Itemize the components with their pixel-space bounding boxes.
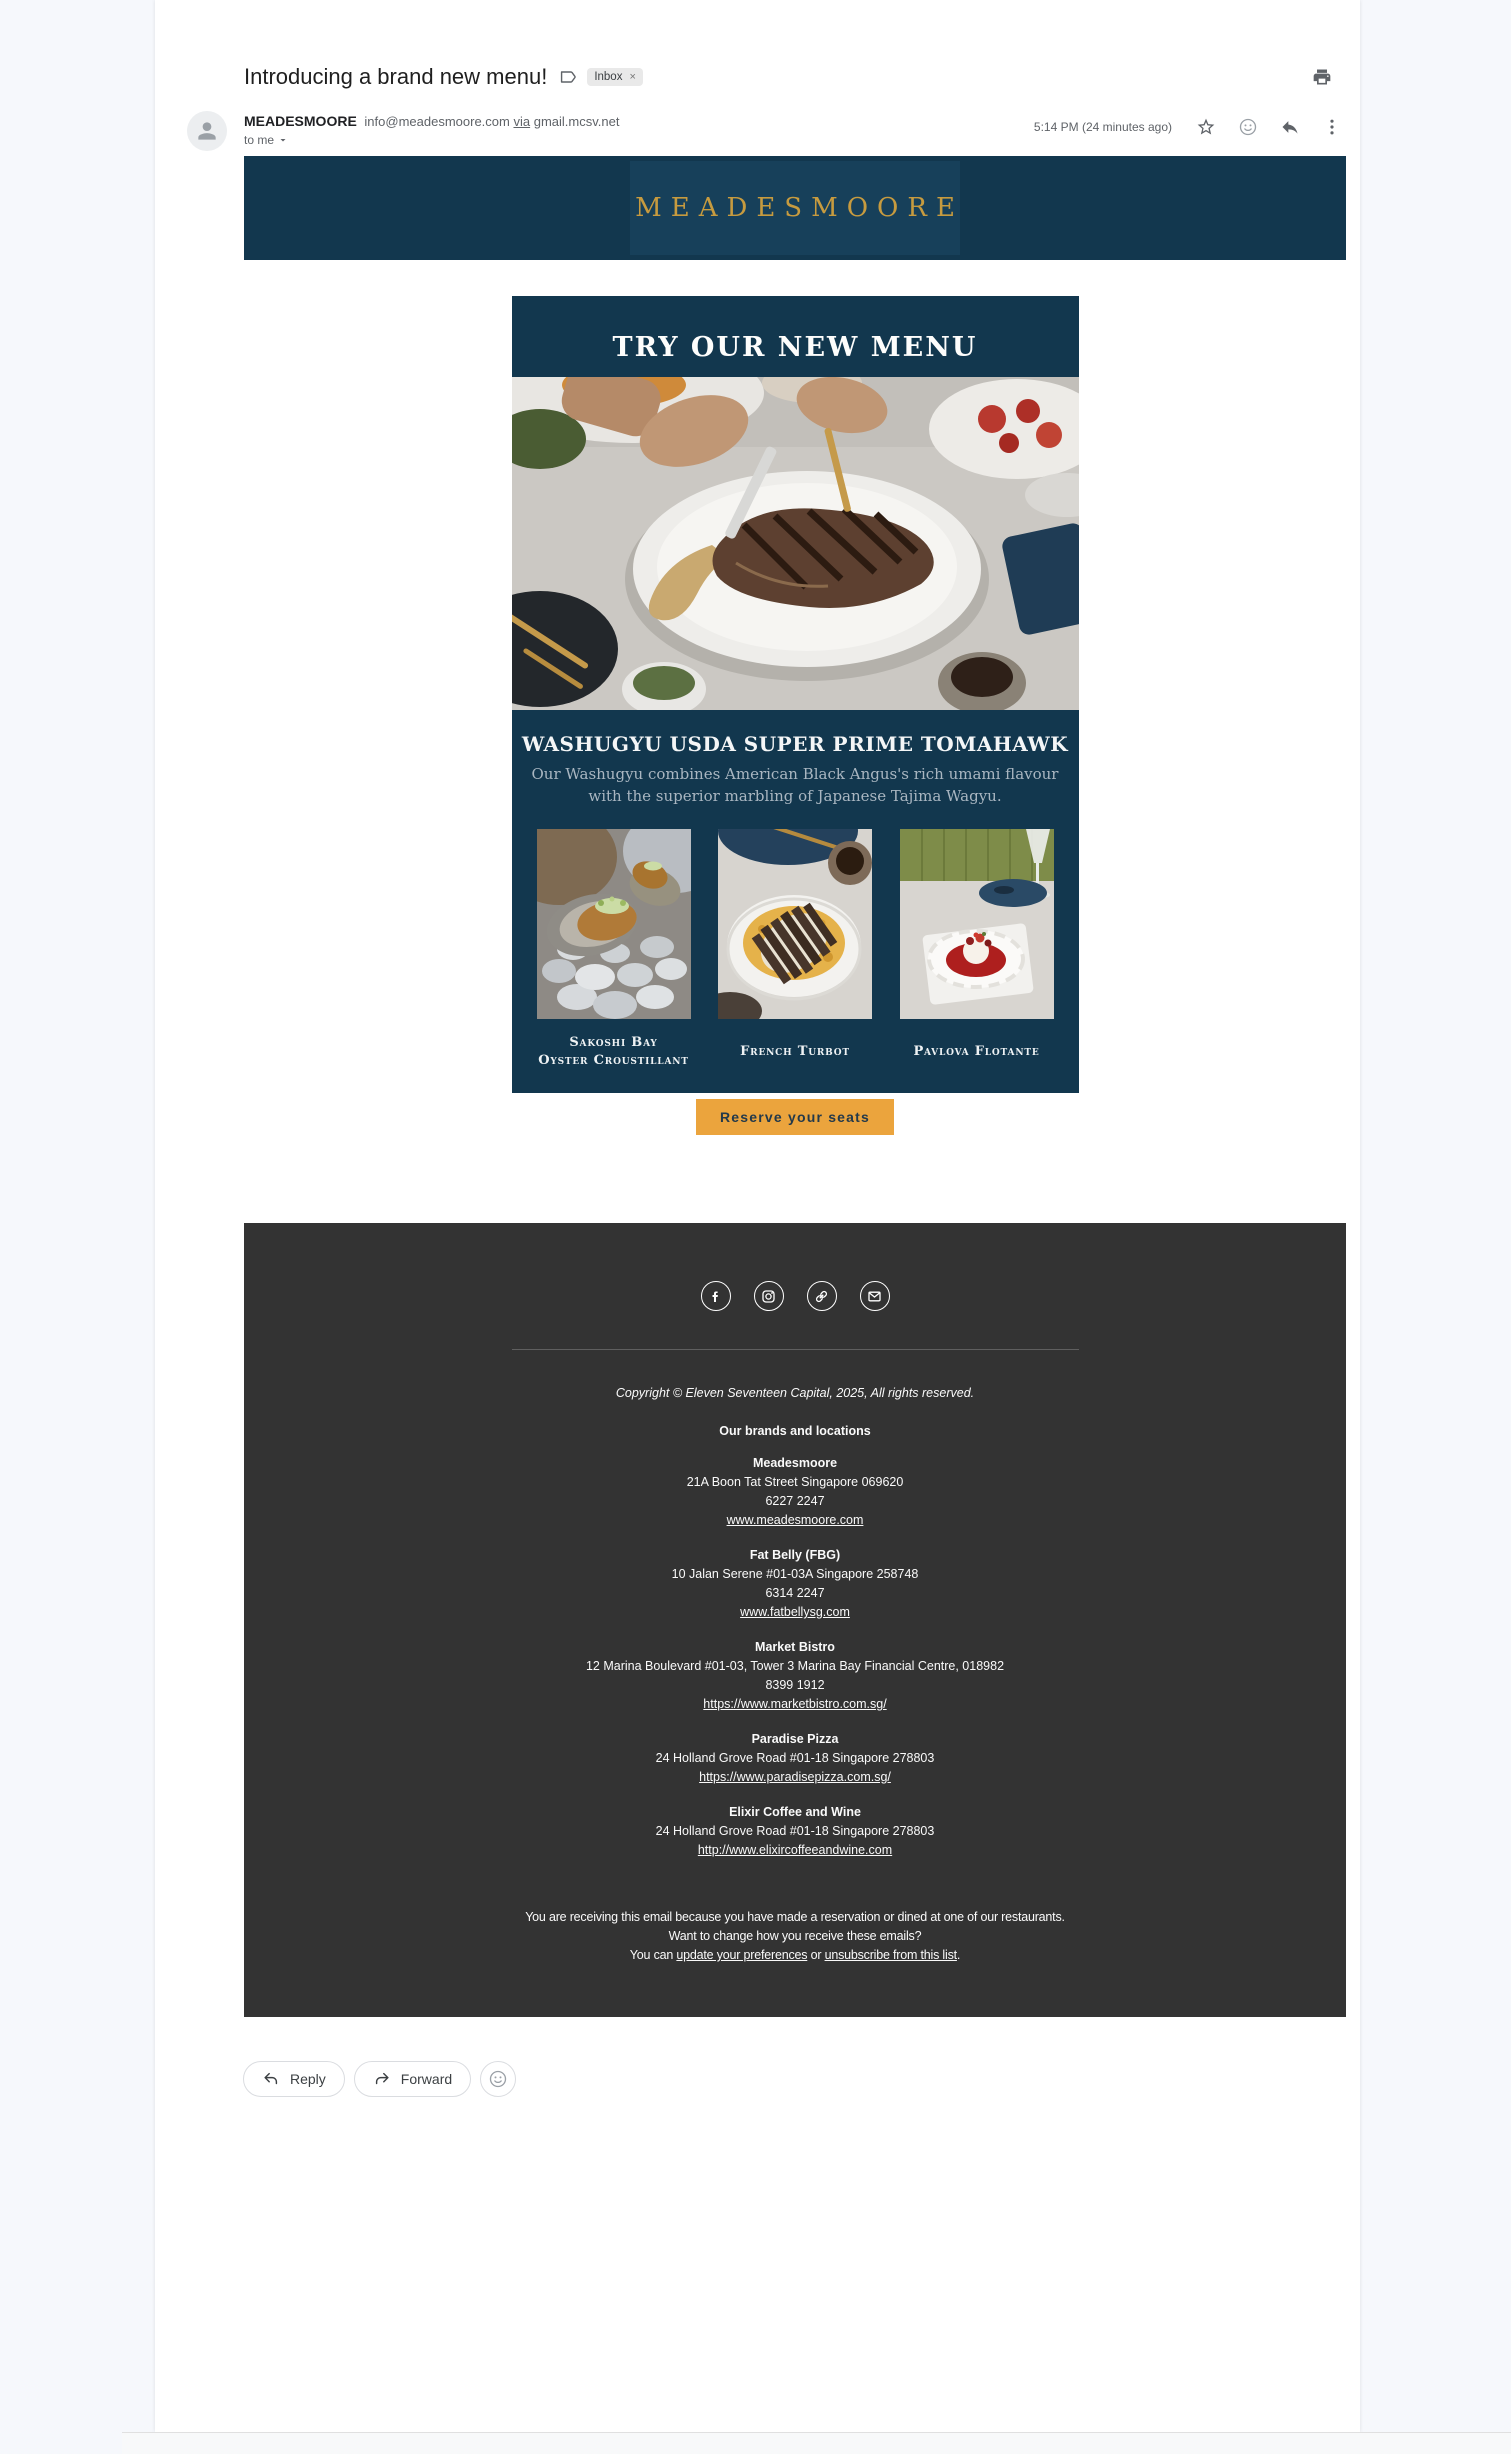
brand-phone: 6227 2247	[765, 1494, 825, 1508]
brand-address: 10 Jalan Serene #01-03A Singapore 258748	[671, 1567, 919, 1581]
menu-item-pavlova	[900, 829, 1054, 1073]
brand-block-fat-belly	[244, 1546, 1346, 1622]
notice-suffix: .	[956, 1948, 961, 1962]
menu-hero-block	[512, 296, 1079, 1093]
recipient-dropdown[interactable]	[244, 133, 619, 147]
social-icons-row	[244, 1281, 1346, 1311]
forward-button[interactable]	[354, 2061, 471, 2097]
menu-item-caption	[900, 1031, 1054, 1073]
brand-address: 12 Marina Boulevard #01-03, Tower 3 Marina Bay Financial Centre, 018982	[585, 1659, 1005, 1673]
brand-phone: 8399 1912	[765, 1678, 825, 1692]
notice-line3	[244, 1946, 1346, 1965]
notice-or: or	[807, 1948, 825, 1962]
brand-name: Elixir Coffee and Wine	[729, 1805, 861, 1819]
hero-photo-tomahawk	[512, 377, 1079, 710]
brand-link[interactable]: www.meadesmoore.com	[726, 1513, 864, 1527]
menu-item-caption	[537, 1031, 691, 1073]
sender-name: MEADESMOORE	[244, 113, 357, 129]
brand-block-paradise-pizza	[244, 1730, 1346, 1787]
brand-link[interactable]: www.fatbellysg.com	[740, 1605, 850, 1619]
brand-link[interactable]: https://www.paradisepizza.com.sg/	[699, 1770, 891, 1784]
brand-address: 24 Holland Grove Road #01-18 Singapore 278803	[655, 1824, 935, 1838]
notice-line2: Want to change how you receive these emails?	[668, 1929, 922, 1943]
star-icon[interactable]	[1196, 117, 1216, 137]
brand-name: Paradise Pizza	[751, 1732, 839, 1746]
oyster-croustillant-photo	[537, 829, 691, 1019]
dish-description-line1: Our Washugyu combines American Black Angus's rich umami flavour	[531, 765, 1059, 783]
caption-line1: French Turbot	[740, 1044, 850, 1059]
unsubscribe-link[interactable]: unsubscribe from this list	[824, 1948, 957, 1962]
email-footer	[244, 1223, 1346, 2017]
french-turbot-photo	[718, 829, 872, 1019]
label-icon	[557, 67, 577, 87]
instagram-icon[interactable]	[754, 1281, 784, 1311]
email-body	[244, 156, 1346, 2017]
forward-arrow-icon	[373, 2070, 391, 2088]
brand-name: Meadesmoore	[752, 1456, 838, 1470]
avatar[interactable]	[187, 111, 227, 151]
notice-line1: You are receiving this email because you have made a reservation or dined at one of our restaurants.	[525, 1910, 1065, 1924]
subscription-notice	[244, 1908, 1346, 1965]
more-options-icon[interactable]	[1322, 117, 1342, 137]
caption-line1: Sakoshi Bay	[569, 1035, 658, 1050]
menu-item-turbot	[718, 829, 872, 1073]
caption-line2: Oyster Croustillant	[538, 1053, 689, 1068]
pavlova-flotante-photo	[900, 829, 1054, 1019]
sender-meta-row	[155, 90, 1360, 151]
reply-forward-row	[243, 2061, 1360, 2097]
recipient-label: to me	[244, 133, 275, 147]
sender-line	[244, 113, 619, 129]
brand-block-market-bistro	[244, 1638, 1346, 1714]
brand-banner	[244, 156, 1346, 260]
brand-block-meadesmoore	[244, 1454, 1346, 1530]
brand-address: 24 Holland Grove Road #01-18 Singapore 278803	[655, 1751, 935, 1765]
brand-link[interactable]: https://www.marketbistro.com.sg/	[703, 1697, 887, 1711]
forward-label: Forward	[400, 2071, 453, 2087]
brand-link[interactable]: http://www.elixircoffeeandwine.com	[697, 1843, 893, 1857]
brand-phone: 6314 2247	[765, 1586, 825, 1600]
reply-icon[interactable]	[1280, 117, 1300, 137]
notice-prefix: You can	[629, 1948, 677, 1962]
inbox-label-chip[interactable]	[587, 68, 643, 86]
cta-row	[244, 1099, 1346, 1135]
message-toolbar	[1034, 111, 1342, 137]
brand-name: Market Bistro	[755, 1640, 835, 1654]
brands-heading: Our brands and locations	[719, 1424, 871, 1438]
brand-logo-box	[630, 161, 964, 255]
facebook-icon[interactable]	[701, 1281, 731, 1311]
subject-row	[155, 0, 1360, 90]
chevron-down-icon	[277, 134, 289, 146]
horizontal-scrollbar-track[interactable]	[122, 2432, 1511, 2454]
sender-block	[244, 111, 619, 147]
brand-block-elixir	[244, 1803, 1346, 1860]
remove-label-icon[interactable]: ×	[629, 71, 636, 83]
reserve-seats-button[interactable]: Reserve your seats	[696, 1099, 894, 1135]
copyright-text: Copyright © Eleven Seventeen Capital, 2025, All rights reserved.	[615, 1386, 975, 1400]
inbox-label-text: Inbox	[594, 71, 623, 83]
link-icon[interactable]	[807, 1281, 837, 1311]
dish-description	[512, 763, 1079, 807]
reply-arrow-icon	[262, 2070, 280, 2088]
email-icon[interactable]	[860, 1281, 890, 1311]
hero-title: TRY OUR NEW MENU	[612, 332, 978, 363]
menu-items-row	[537, 829, 1054, 1073]
emoji-reaction-icon[interactable]	[1238, 117, 1258, 137]
email-reading-pane	[155, 0, 1360, 2432]
timestamp: 5:14 PM (24 minutes ago)	[1033, 120, 1172, 134]
dish-description-line2: with the superior marbling of Japanese Tajima Wagyu.	[588, 787, 1002, 805]
dish-title: WASHUGYU USDA SUPER PRIME TOMAHAWK	[521, 732, 1069, 756]
print-button[interactable]	[1312, 67, 1332, 87]
email-subject: Introducing a brand new menu!	[244, 64, 548, 89]
via-domain: gmail.mcsv.net	[533, 114, 620, 129]
brand-name: Fat Belly (FBG)	[749, 1548, 841, 1562]
add-reaction-button[interactable]	[480, 2061, 516, 2097]
footer-divider	[512, 1349, 1079, 1350]
update-preferences-link[interactable]: update your preferences	[676, 1948, 808, 1962]
reply-label: Reply	[290, 2071, 326, 2087]
sender-email: info@meadesmoore.com	[364, 114, 510, 129]
emoji-icon	[488, 2069, 508, 2089]
via-label[interactable]: via	[513, 114, 531, 129]
reply-button[interactable]	[243, 2061, 345, 2097]
caption-line1: Pavlova Flotante	[913, 1044, 1040, 1059]
menu-item-oyster	[537, 829, 691, 1073]
menu-item-caption	[718, 1031, 872, 1073]
brand-logo-text: MEADESMOORE	[635, 193, 964, 223]
brand-address: 21A Boon Tat Street Singapore 069620	[686, 1475, 904, 1489]
